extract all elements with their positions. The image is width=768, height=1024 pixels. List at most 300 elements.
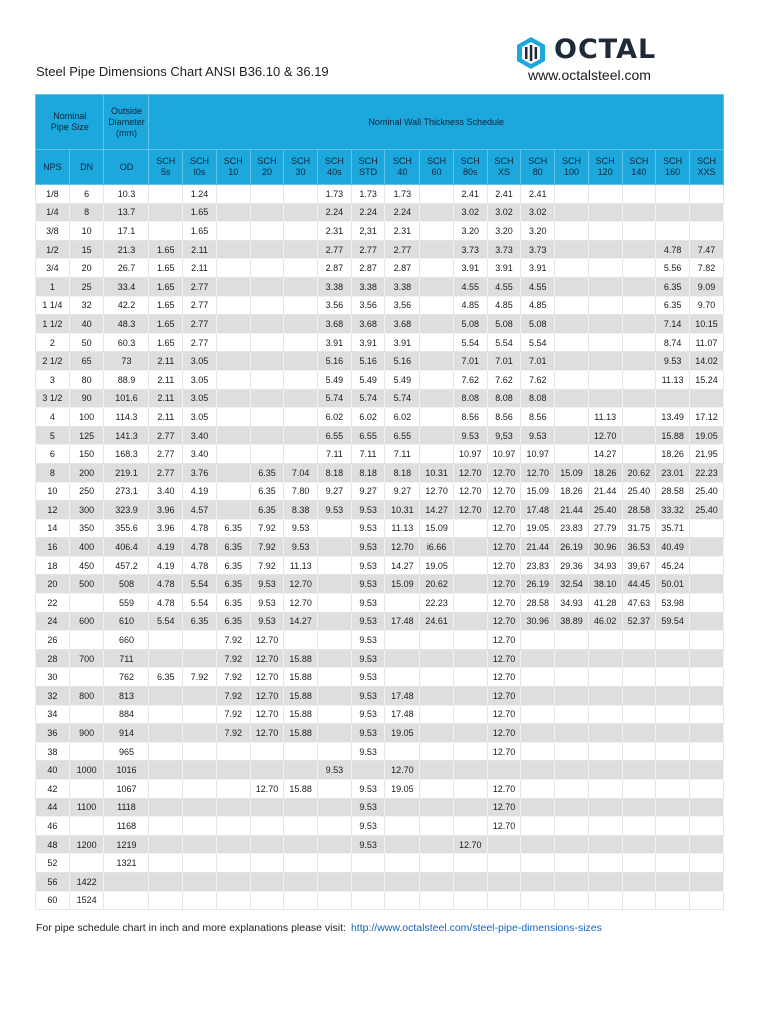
table-cell <box>555 315 589 334</box>
table-cell <box>487 872 521 891</box>
site-url[interactable]: www.octalsteel.com <box>528 67 651 83</box>
table-cell: 3.56 <box>351 296 385 315</box>
table-cell <box>318 538 352 557</box>
table-cell: 27.79 <box>588 519 622 538</box>
table-cell <box>689 835 723 854</box>
table-cell: 12.70 <box>385 761 420 780</box>
table-cell: 17.48 <box>385 612 420 631</box>
table-cell: 15.09 <box>521 482 555 501</box>
table-cell: 6.02 <box>385 408 420 427</box>
table-cell: 34.93 <box>588 556 622 575</box>
table-cell <box>216 370 250 389</box>
column-header: OD <box>104 150 149 185</box>
table-cell: 1118 <box>104 798 149 817</box>
table-cell: 400 <box>69 538 104 557</box>
table-cell <box>149 798 183 817</box>
table-cell <box>453 649 487 668</box>
table-row <box>36 389 724 408</box>
table-cell: 9.27 <box>351 482 385 501</box>
table-cell: 3.40 <box>149 482 183 501</box>
table-cell <box>487 761 521 780</box>
table-cell: 18 <box>36 556 70 575</box>
table-cell: 3.96 <box>149 501 183 520</box>
table-cell: 5.54 <box>453 333 487 352</box>
table-cell: 11.13 <box>284 556 318 575</box>
table-cell: 13.7 <box>104 203 149 222</box>
column-header: SCH 120 <box>588 150 622 185</box>
table-cell: 12.70 <box>250 687 284 706</box>
table-cell <box>284 742 318 761</box>
table-cell: 2.77 <box>183 333 217 352</box>
table-cell: 28 <box>36 649 70 668</box>
column-header: SCH 160 <box>656 150 690 185</box>
table-cell <box>149 872 183 891</box>
table-cell <box>521 817 555 836</box>
table-cell: 2.11 <box>183 240 217 259</box>
table-cell: 9.27 <box>385 482 420 501</box>
table-cell <box>216 445 250 464</box>
table-cell: 100 <box>69 408 104 427</box>
table-cell: 12.70 <box>487 463 521 482</box>
table-cell: 20.62 <box>420 575 454 594</box>
table-cell: 3/4 <box>36 259 70 278</box>
table-cell <box>622 408 656 427</box>
table-cell <box>149 780 183 799</box>
table-cell: 1/8 <box>36 185 70 204</box>
table-cell <box>588 389 622 408</box>
table-cell: 6.35 <box>216 519 250 538</box>
table-cell: 26.19 <box>555 538 589 557</box>
table-cell <box>385 854 420 873</box>
table-cell <box>420 872 454 891</box>
table-cell <box>622 296 656 315</box>
table-cell <box>453 538 487 557</box>
table-cell <box>555 277 589 296</box>
table-cell: 59.54 <box>656 612 690 631</box>
table-cell <box>689 519 723 538</box>
table-cell: 4.85 <box>453 296 487 315</box>
table-cell: 28.58 <box>521 594 555 613</box>
table-cell <box>622 240 656 259</box>
table-cell <box>656 872 690 891</box>
table-cell: 1.73 <box>318 185 352 204</box>
table-cell: 2.77 <box>149 445 183 464</box>
table-cell <box>284 445 318 464</box>
table-cell: 7.92 <box>216 687 250 706</box>
table-cell <box>420 798 454 817</box>
table-cell <box>318 854 352 873</box>
table-cell: 5.54 <box>183 594 217 613</box>
table-cell: 1.24 <box>183 185 217 204</box>
table-cell <box>318 668 352 687</box>
table-cell <box>250 761 284 780</box>
table-cell: 6.35 <box>149 668 183 687</box>
table-cell <box>284 352 318 371</box>
table-cell: 15 <box>69 240 104 259</box>
table-cell: 7.11 <box>351 445 385 464</box>
table-cell <box>104 872 149 891</box>
table-cell: 46.02 <box>588 612 622 631</box>
table-cell: 3.20 <box>487 222 521 241</box>
table-cell <box>555 631 589 650</box>
table-row <box>36 519 724 538</box>
table-cell <box>420 222 454 241</box>
table-cell: 42 <box>36 780 70 799</box>
table-cell: 965 <box>104 742 149 761</box>
table-cell <box>385 835 420 854</box>
table-cell: 9.53 <box>351 798 385 817</box>
table-cell <box>420 780 454 799</box>
table-cell: 508 <box>104 575 149 594</box>
table-cell: 3.96 <box>149 519 183 538</box>
table-cell: 4.78 <box>183 556 217 575</box>
table-cell: 5.56 <box>656 259 690 278</box>
table-cell: 3.68 <box>385 315 420 334</box>
table-cell <box>656 724 690 743</box>
table-cell: 1 <box>36 277 70 296</box>
table-cell: 101.6 <box>104 389 149 408</box>
table-cell <box>689 556 723 575</box>
table-cell <box>588 668 622 687</box>
table-cell: 7.92 <box>216 668 250 687</box>
table-cell <box>284 240 318 259</box>
table-cell <box>216 742 250 761</box>
table-cell <box>284 185 318 204</box>
table-cell: 5 <box>36 426 70 445</box>
table-cell: 8.38 <box>284 501 318 520</box>
table-cell <box>656 185 690 204</box>
table-cell: 11.13 <box>656 370 690 389</box>
table-cell: 10 <box>69 222 104 241</box>
table-cell <box>453 872 487 891</box>
table-cell: 4.57 <box>183 501 217 520</box>
table-cell: 6.35 <box>216 594 250 613</box>
table-cell <box>149 222 183 241</box>
table-cell: 23.01 <box>656 463 690 482</box>
table-cell <box>521 835 555 854</box>
table-cell: 2.77 <box>149 463 183 482</box>
table-cell: 2.11 <box>149 408 183 427</box>
table-cell: 1067 <box>104 780 149 799</box>
table-cell: 9.53 <box>453 426 487 445</box>
table-cell: 12.70 <box>385 538 420 557</box>
table-cell <box>588 352 622 371</box>
table-cell <box>385 798 420 817</box>
table-cell: 21.44 <box>588 482 622 501</box>
table-row <box>36 277 724 296</box>
table-cell: 48 <box>36 835 70 854</box>
table-cell: 11.13 <box>385 519 420 538</box>
table-cell <box>453 668 487 687</box>
table-cell <box>521 668 555 687</box>
table-cell <box>588 705 622 724</box>
table-cell <box>216 352 250 371</box>
table-cell: 3 <box>36 370 70 389</box>
table-cell <box>420 687 454 706</box>
table-cell <box>420 296 454 315</box>
table-cell <box>284 761 318 780</box>
table-cell <box>689 668 723 687</box>
table-cell: 12.70 <box>420 482 454 501</box>
table-cell: 21.44 <box>555 501 589 520</box>
table-cell: 12.70 <box>487 594 521 613</box>
table-cell <box>250 259 284 278</box>
table-cell: 6.35 <box>216 612 250 631</box>
table-cell: 3.05 <box>183 408 217 427</box>
table-cell <box>588 817 622 836</box>
table-cell: 9.53 <box>351 538 385 557</box>
table-cell <box>521 687 555 706</box>
table-cell <box>420 389 454 408</box>
table-cell <box>588 315 622 334</box>
table-cell <box>284 370 318 389</box>
table-cell: 15.88 <box>284 705 318 724</box>
table-cell <box>420 352 454 371</box>
table-cell: 4.19 <box>149 538 183 557</box>
table-cell: 2 <box>36 333 70 352</box>
table-cell: 21.95 <box>689 445 723 464</box>
table-cell <box>149 854 183 873</box>
column-header: NPS <box>36 150 70 185</box>
table-cell: 450 <box>69 556 104 575</box>
table-cell <box>183 835 217 854</box>
table-cell: 7.92 <box>216 705 250 724</box>
table-cell <box>453 780 487 799</box>
table-cell <box>689 203 723 222</box>
table-cell <box>183 742 217 761</box>
table-cell: 3.40 <box>183 445 217 464</box>
table-cell: 12.70 <box>487 649 521 668</box>
table-cell: 9.53 <box>250 612 284 631</box>
table-cell <box>588 891 622 910</box>
table-cell: 500 <box>69 575 104 594</box>
column-header: SCH 30 <box>284 150 318 185</box>
table-cell <box>555 649 589 668</box>
table-cell: 26.7 <box>104 259 149 278</box>
table-cell: 4 <box>36 408 70 427</box>
table-cell <box>420 185 454 204</box>
table-cell <box>216 277 250 296</box>
table-cell: 168.3 <box>104 445 149 464</box>
table-cell <box>453 594 487 613</box>
column-header: SCH 100 <box>555 150 589 185</box>
table-cell: 1422 <box>69 872 104 891</box>
table-cell <box>420 240 454 259</box>
table-cell: 711 <box>104 649 149 668</box>
table-cell: 15.88 <box>284 780 318 799</box>
table-cell: 9.53 <box>351 742 385 761</box>
table-cell: 47.63 <box>622 594 656 613</box>
table-cell: 2.77 <box>351 240 385 259</box>
table-cell: 4.78 <box>183 519 217 538</box>
table-cell: 12.70 <box>487 687 521 706</box>
table-cell: 20.62 <box>622 463 656 482</box>
table-cell <box>351 872 385 891</box>
table-cell <box>453 519 487 538</box>
table-cell <box>284 854 318 873</box>
table-cell: 7.11 <box>318 445 352 464</box>
table-cell <box>149 724 183 743</box>
table-cell <box>555 445 589 464</box>
table-cell: 41.28 <box>588 594 622 613</box>
table-cell: 17.48 <box>385 687 420 706</box>
table-row <box>36 854 724 873</box>
table-cell: 12.70 <box>487 780 521 799</box>
table-cell <box>656 687 690 706</box>
table-cell <box>216 315 250 334</box>
table-cell: 8.56 <box>487 408 521 427</box>
table-cell: 6.55 <box>318 426 352 445</box>
table-cell: 3/8 <box>36 222 70 241</box>
table-cell: 5.16 <box>318 352 352 371</box>
table-cell: 1524 <box>69 891 104 910</box>
table-cell <box>622 649 656 668</box>
table-cell: 6.35 <box>183 612 217 631</box>
table-cell: 10.31 <box>385 501 420 520</box>
table-cell: 4.85 <box>487 296 521 315</box>
table-cell: 14.27 <box>385 556 420 575</box>
table-cell: 34.93 <box>555 594 589 613</box>
table-cell <box>588 780 622 799</box>
table-cell: 65 <box>69 352 104 371</box>
column-header: SCH 140 <box>622 150 656 185</box>
table-cell: 12.70 <box>250 780 284 799</box>
table-cell: 3.02 <box>453 203 487 222</box>
table-cell <box>250 315 284 334</box>
table-cell: 12.70 <box>250 631 284 650</box>
table-cell <box>318 742 352 761</box>
table-cell: 38.89 <box>555 612 589 631</box>
table-cell: 20 <box>36 575 70 594</box>
table-cell <box>453 612 487 631</box>
table-cell <box>250 370 284 389</box>
table-cell: 12.70 <box>250 724 284 743</box>
table-cell <box>183 761 217 780</box>
table-cell <box>183 631 217 650</box>
table-cell <box>183 780 217 799</box>
table-cell <box>656 761 690 780</box>
table-cell: 14 <box>36 519 70 538</box>
column-header: SCH STD <box>351 150 385 185</box>
table-cell <box>216 780 250 799</box>
table-cell <box>689 705 723 724</box>
table-row <box>36 408 724 427</box>
table-cell <box>250 296 284 315</box>
table-cell: 125 <box>69 426 104 445</box>
table-cell: 8.56 <box>521 408 555 427</box>
table-cell: 14.02 <box>689 352 723 371</box>
table-cell: 2.77 <box>318 240 352 259</box>
table-cell: 3.91 <box>521 259 555 278</box>
table-cell <box>588 203 622 222</box>
table-cell: 22.23 <box>689 463 723 482</box>
table-cell <box>622 333 656 352</box>
table-cell <box>420 426 454 445</box>
table-cell <box>555 668 589 687</box>
table-cell: 323.9 <box>104 501 149 520</box>
table-cell <box>250 872 284 891</box>
table-cell <box>385 594 420 613</box>
table-cell <box>250 408 284 427</box>
table-cell: 3.73 <box>487 240 521 259</box>
table-cell: 15.88 <box>284 687 318 706</box>
table-cell: 2.77 <box>183 296 217 315</box>
table-row <box>36 315 724 334</box>
table-cell <box>622 687 656 706</box>
table-row <box>36 556 724 575</box>
table-cell <box>689 742 723 761</box>
table-cell: 12.70 <box>588 426 622 445</box>
table-cell: 45.24 <box>656 556 690 575</box>
table-cell <box>555 835 589 854</box>
header-wall-thickness-schedule: Nominal Wall Thickness Schedule <box>149 95 724 150</box>
table-cell: 11.07 <box>689 333 723 352</box>
table-cell: 9.53 <box>351 835 385 854</box>
table-cell: 1000 <box>69 761 104 780</box>
table-cell: 12 <box>36 501 70 520</box>
table-cell: 9.53 <box>284 519 318 538</box>
table-cell: 1.65 <box>149 277 183 296</box>
table-cell <box>69 780 104 799</box>
logo[interactable] <box>514 34 674 86</box>
table-cell: 114.3 <box>104 408 149 427</box>
table-cell <box>622 854 656 873</box>
table-cell: 12.70 <box>284 594 318 613</box>
table-cell: 2.77 <box>149 426 183 445</box>
table-cell <box>216 240 250 259</box>
table-cell: 1.65 <box>183 203 217 222</box>
table-cell: 10 <box>36 482 70 501</box>
table-cell: 19.05 <box>689 426 723 445</box>
table-cell <box>453 631 487 650</box>
table-cell: 6.35 <box>656 296 690 315</box>
table-cell: 80 <box>69 370 104 389</box>
table-cell: 914 <box>104 724 149 743</box>
table-cell: 2.24 <box>351 203 385 222</box>
table-cell: 2.41 <box>487 185 521 204</box>
table-cell: 23.83 <box>555 519 589 538</box>
table-cell: 23.83 <box>521 556 555 575</box>
table-cell <box>656 742 690 761</box>
table-cell: 12.70 <box>487 501 521 520</box>
table-cell: 150 <box>69 445 104 464</box>
table-cell: 9.53 <box>521 426 555 445</box>
table-cell: 17.12 <box>689 408 723 427</box>
table-cell: 10.31 <box>420 463 454 482</box>
table-cell: 10.97 <box>521 445 555 464</box>
table-cell <box>521 780 555 799</box>
footer-link[interactable]: http://www.octalsteel.com/steel-pipe-dimensions-sizes <box>350 922 602 934</box>
table-cell <box>555 724 589 743</box>
table-cell: 2,31 <box>351 222 385 241</box>
table-cell: 17.48 <box>385 705 420 724</box>
table-cell <box>555 352 589 371</box>
table-cell <box>420 445 454 464</box>
table-cell <box>420 817 454 836</box>
table-cell: 12.70 <box>521 463 555 482</box>
table-cell: 2.41 <box>521 185 555 204</box>
table-cell <box>689 724 723 743</box>
table-cell: 3.91 <box>487 259 521 278</box>
table-cell: 25 <box>69 277 104 296</box>
table-cell <box>318 724 352 743</box>
table-cell: 30 <box>36 668 70 687</box>
table-cell <box>69 594 104 613</box>
table-cell <box>250 185 284 204</box>
table-cell <box>622 631 656 650</box>
table-cell <box>555 408 589 427</box>
table-cell <box>555 872 589 891</box>
